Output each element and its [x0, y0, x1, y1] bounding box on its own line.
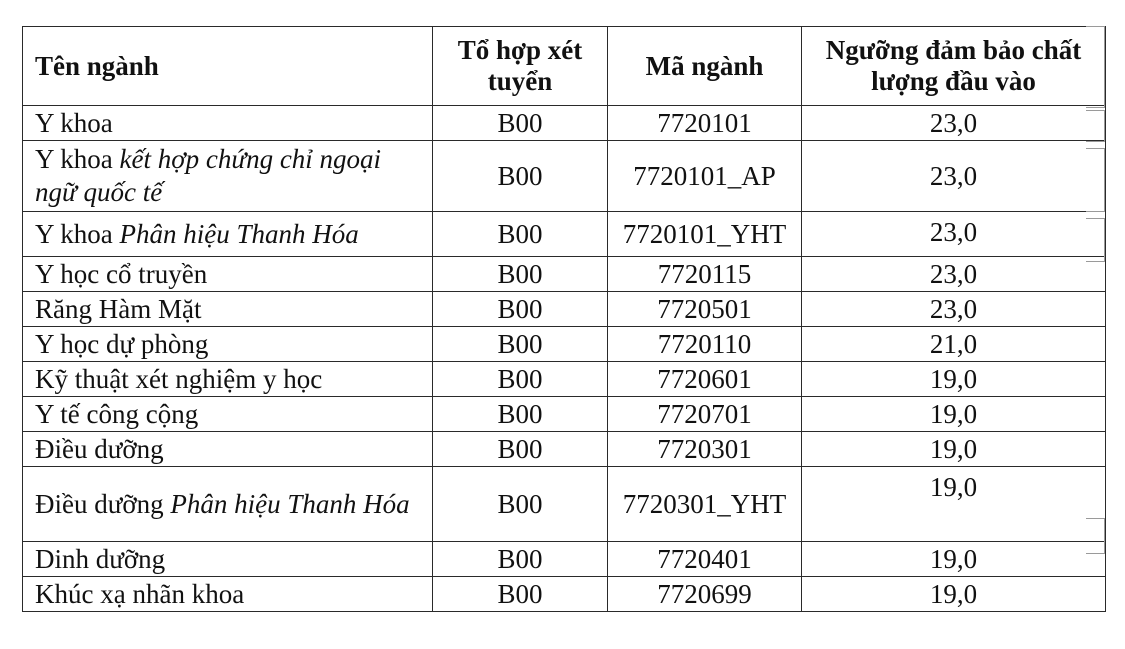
quality-threshold: 19,0 — [802, 397, 1106, 432]
subject-combination: B00 — [433, 292, 608, 327]
major-code: 7720701 — [608, 397, 802, 432]
subject-combination: B00 — [433, 212, 608, 257]
quality-threshold: 23,0 — [802, 212, 1106, 257]
major-name: Y khoa — [23, 106, 433, 141]
quality-threshold: 23,0 — [802, 106, 1106, 141]
table-row — [23, 432, 1106, 467]
header-subject-combination: Tổ hợp xét tuyển — [433, 27, 608, 106]
margin-bracket-mark — [1086, 218, 1105, 262]
margin-bracket-mark — [1086, 518, 1105, 554]
major-code: 7720110 — [608, 327, 802, 362]
major-name-note: Phân hiệu Thanh Hóa — [119, 218, 359, 249]
quality-threshold: 19,0 — [802, 577, 1106, 612]
subject-combination: B00 — [433, 577, 608, 612]
table-row — [23, 577, 1106, 612]
quality-threshold: 19,0 — [802, 542, 1106, 577]
table-row — [23, 542, 1106, 577]
table-row — [23, 467, 1106, 542]
header-quality-threshold: Ngưỡng đảm bảo chất lượng đầu vào — [802, 27, 1106, 106]
admission-threshold-table — [22, 26, 1106, 612]
major-code: 7720101 — [608, 106, 802, 141]
table-row — [23, 141, 1106, 212]
subject-combination: B00 — [433, 106, 608, 141]
subject-combination: B00 — [433, 542, 608, 577]
major-name: Y học cổ truyền — [23, 257, 433, 292]
subject-combination: B00 — [433, 257, 608, 292]
major-name: Y khoa kết hợp chứng chỉ ngoại ngữ quốc tế — [23, 141, 433, 212]
table-row — [23, 292, 1106, 327]
major-name: Y học dự phòng — [23, 327, 433, 362]
major-code: 7720501 — [608, 292, 802, 327]
table-header-row — [23, 27, 1106, 106]
subject-combination: B00 — [433, 141, 608, 212]
table-row — [23, 212, 1106, 257]
major-code: 7720101_YHT — [608, 212, 802, 257]
subject-combination: B00 — [433, 327, 608, 362]
margin-bracket-mark — [1086, 110, 1105, 142]
margin-bracket-mark — [1086, 26, 1105, 108]
major-code: 7720401 — [608, 542, 802, 577]
major-name: Khúc xạ nhãn khoa — [23, 577, 433, 612]
quality-threshold: 19,0 — [802, 362, 1106, 397]
major-code: 7720301_YHT — [608, 467, 802, 542]
major-name-note: kết hợp chứng chỉ ngoại ngữ quốc tế — [35, 144, 382, 207]
major-name: Răng Hàm Mặt — [23, 292, 433, 327]
quality-threshold: 19,0 — [802, 432, 1106, 467]
subject-combination: B00 — [433, 397, 608, 432]
major-name: Điều dưỡng Phân hiệu Thanh Hóa — [23, 467, 433, 542]
table-row — [23, 106, 1106, 141]
quality-threshold: 23,0 — [802, 257, 1106, 292]
quality-threshold: 23,0 — [802, 292, 1106, 327]
subject-combination: B00 — [433, 432, 608, 467]
quality-threshold: 23,0 — [802, 141, 1106, 212]
header-major-code: Mã ngành — [608, 27, 802, 106]
major-code: 7720699 — [608, 577, 802, 612]
table-row — [23, 257, 1106, 292]
margin-bracket-mark — [1086, 148, 1105, 212]
major-code: 7720301 — [608, 432, 802, 467]
major-code: 7720101_AP — [608, 141, 802, 212]
major-code: 7720115 — [608, 257, 802, 292]
subject-combination: B00 — [433, 362, 608, 397]
major-name-note: Phân hiệu Thanh Hóa — [170, 488, 410, 519]
table-row — [23, 397, 1106, 432]
quality-threshold: 19,0 — [802, 467, 1106, 542]
major-name: Y khoa Phân hiệu Thanh Hóa — [23, 212, 433, 257]
table-row — [23, 327, 1106, 362]
major-code: 7720601 — [608, 362, 802, 397]
header-major-name: Tên ngành — [23, 27, 433, 106]
table-row — [23, 362, 1106, 397]
major-name: Dinh dưỡng — [23, 542, 433, 577]
major-name: Điều dưỡng — [23, 432, 433, 467]
subject-combination: B00 — [433, 467, 608, 542]
quality-threshold: 21,0 — [802, 327, 1106, 362]
major-name: Kỹ thuật xét nghiệm y học — [23, 362, 433, 397]
major-name: Y tế công cộng — [23, 397, 433, 432]
